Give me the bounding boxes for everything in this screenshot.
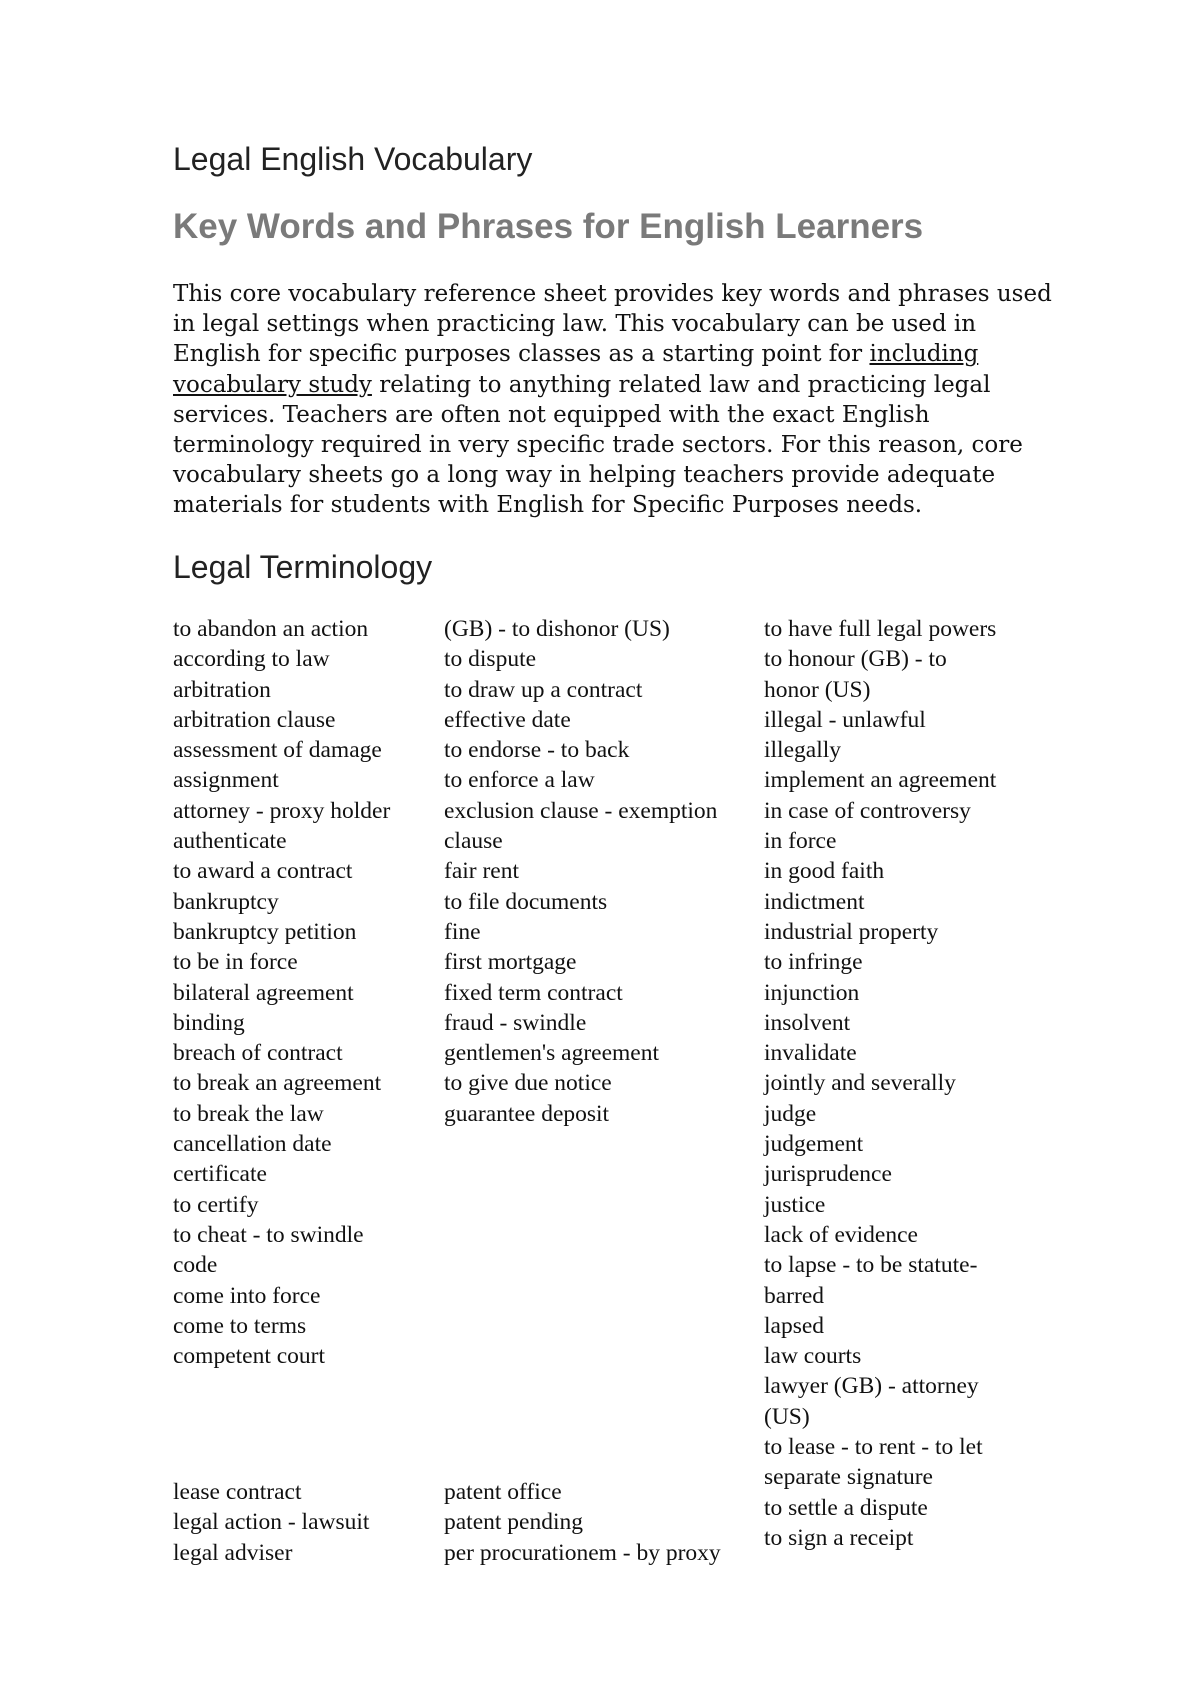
term-item: guarantee deposit	[444, 1100, 610, 1127]
term-item: judgement	[764, 1131, 864, 1158]
term-item: to give due notice	[444, 1070, 612, 1097]
term-item: justice	[764, 1191, 826, 1218]
term-item: first mortgage	[444, 949, 577, 976]
term-item: to file documents	[444, 888, 608, 915]
term-item: clause	[444, 828, 503, 855]
term-item: exclusion clause - exemption	[444, 797, 718, 824]
term-item: to lease - to rent - to let	[764, 1434, 983, 1461]
term-item: in force	[764, 828, 837, 855]
term-item: competent court	[173, 1343, 326, 1370]
document-subtitle: Key Words and Phrases for English Learners	[173, 207, 924, 246]
term-item: law courts	[764, 1343, 862, 1370]
intro-paragraph	[173, 279, 1053, 521]
term-item: bilateral agreement	[173, 979, 354, 1006]
term-item: to infringe	[764, 949, 863, 976]
term-item: per procurationem - by proxy	[444, 1539, 721, 1566]
term-item: judge	[764, 1100, 817, 1127]
term-item: lapsed	[764, 1312, 825, 1339]
term-item: come to terms	[173, 1312, 307, 1339]
term-item: (US)	[764, 1403, 810, 1430]
term-item: arbitration clause	[173, 706, 336, 733]
term-item: to lapse - to be statute-	[764, 1252, 978, 1279]
term-item: jurisprudence	[764, 1161, 892, 1188]
term-item: fair rent	[444, 858, 520, 885]
term-item: in good faith	[764, 858, 885, 885]
term-item: invalidate	[764, 1040, 857, 1067]
term-item: to honour (GB) - to	[764, 646, 947, 673]
term-item: separate signature	[764, 1464, 933, 1491]
term-item: to break the law	[173, 1100, 324, 1127]
term-item: illegal - unlawful	[764, 706, 926, 733]
term-item: to enforce a law	[444, 767, 595, 794]
intro-text-end: relating to anything related law and practicing legal services. Teachers are often not equipped with the exact English terminology required in very specific trade sectors. For this reason, core vocabulary sheets go a long way in helping teachers provide adequate materials for students with English for Specific Purposes needs.	[173, 371, 1023, 519]
term-item: attorney - proxy holder	[173, 797, 391, 824]
term-item: illegally	[764, 737, 842, 764]
term-item: indictment	[764, 888, 865, 915]
term-item: assessment of damage	[173, 737, 382, 764]
term-item: to settle a dispute	[764, 1494, 928, 1521]
term-item: to have full legal powers	[764, 616, 997, 642]
term-item: insolvent	[764, 1009, 851, 1036]
term-item: to cheat - to swindle	[173, 1221, 364, 1248]
term-item: to sign a receipt	[764, 1524, 914, 1551]
document-title: Legal English Vocabulary	[173, 141, 533, 177]
term-item: effective date	[444, 706, 571, 733]
term-item: fixed term contract	[444, 979, 623, 1006]
vocabulary-study-link[interactable]: including vocabulary study	[173, 341, 979, 398]
term-item: legal adviser	[173, 1539, 293, 1566]
term-item: code	[173, 1252, 218, 1279]
term-item: arbitration	[173, 676, 271, 703]
term-item: jointly and severally	[764, 1070, 956, 1097]
term-item: come into force	[173, 1282, 321, 1309]
term-item: to draw up a contract	[444, 676, 643, 703]
term-item: to be in force	[173, 949, 298, 976]
term-item: fine	[444, 918, 481, 945]
term-item: to break an agreement	[173, 1070, 382, 1097]
term-item: to award a contract	[173, 858, 353, 885]
term-column-1	[173, 614, 390, 1371]
term-column-1-continued	[173, 1477, 369, 1568]
term-item: according to law	[173, 646, 330, 673]
term-item: to certify	[173, 1191, 259, 1218]
term-item: patent office	[444, 1479, 562, 1505]
term-item: injunction	[764, 979, 860, 1006]
term-item: (GB) - to dishonor (US)	[444, 616, 670, 642]
term-column-2-continued	[444, 1477, 721, 1568]
term-item: to endorse - to back	[444, 737, 630, 764]
section-heading-legal-terminology: Legal Terminology	[173, 549, 433, 585]
term-item: to dispute	[444, 646, 537, 673]
intro-text-start: This core vocabulary reference sheet provides key words and phrases used in legal settings when practicing law. This vocabulary can be used in English for specific purposes classes as a starting point for	[173, 281, 1052, 368]
term-item: honor (US)	[764, 676, 871, 703]
term-item: gentlemen's agreement	[444, 1040, 659, 1067]
term-item: certificate	[173, 1161, 267, 1188]
term-item: breach of contract	[173, 1040, 343, 1067]
term-item: lack of evidence	[764, 1221, 918, 1248]
term-item: assignment	[173, 767, 279, 794]
term-item: legal action - lawsuit	[173, 1509, 370, 1536]
term-item: bankruptcy	[173, 888, 279, 915]
term-item: lawyer (GB) - attorney	[764, 1373, 979, 1400]
term-item: binding	[173, 1009, 245, 1036]
term-column-3	[764, 614, 996, 1553]
term-item: in case of controversy	[764, 797, 971, 824]
term-column-2	[444, 614, 717, 1129]
term-item: cancellation date	[173, 1131, 332, 1158]
term-item: authenticate	[173, 828, 287, 855]
term-item: fraud - swindle	[444, 1009, 587, 1036]
term-item: implement an agreement	[764, 767, 997, 794]
term-item: to abandon an action	[173, 616, 369, 642]
term-item: patent pending	[444, 1509, 584, 1536]
term-item: barred	[764, 1282, 825, 1309]
term-item: industrial property	[764, 918, 939, 945]
term-item: bankruptcy petition	[173, 918, 357, 945]
term-item: lease contract	[173, 1479, 302, 1505]
